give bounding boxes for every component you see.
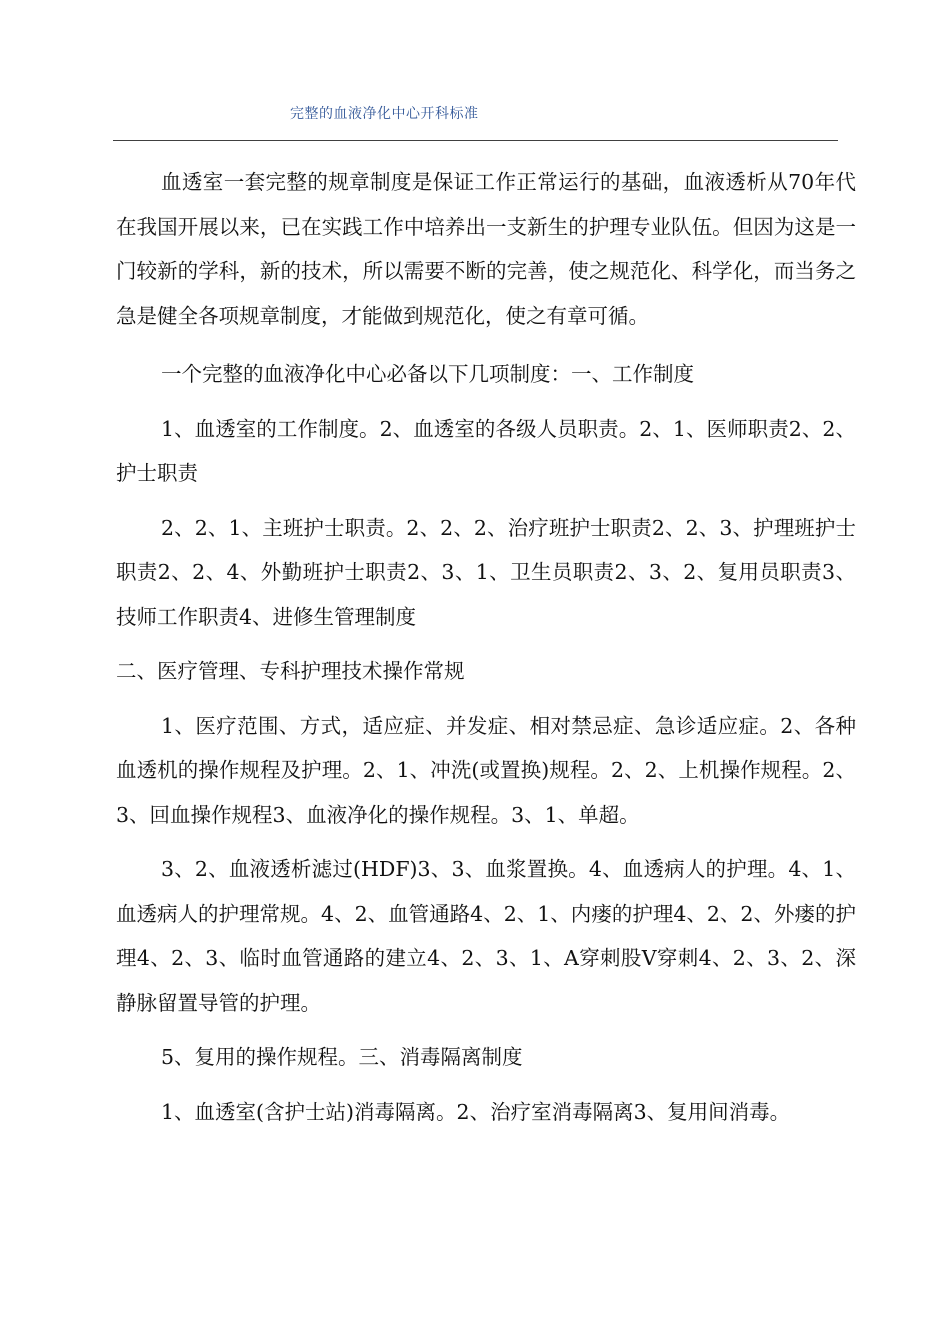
paragraph-section-one-heading: 一个完整的血液净化中心必备以下几项制度：一、工作制度 — [161, 362, 694, 386]
paragraph-reuse-disinfection: 5、复用的操作规程。三、消毒隔离制度 — [161, 1045, 523, 1069]
document-body — [116, 160, 856, 1134]
paragraph-patient-care: 3、2、血液透析滤过(HDF)3、3、血浆置换。4、血透病人的护理。4、1、血透病人的护理常规。4、2、血管通路4、2、1、内瘘的护理4、2、2、外瘘的护理4、2、3、临时血管通路的建立4、2、3、1、A穿刺股V穿刺4、2、3、2、深静脉留置导管的护理。 — [116, 857, 856, 1015]
paragraph-intro: 血透室一套完整的规章制度是保证工作正常运行的基础，血液透析从70年代在我国开展以来，已在实践工作中培养出一支新生的护理专业队伍。但因为这是一门较新的学科，新的技术，所以需要不断的完善，使之规范化、科学化，而当务之急是健全各项规章制度，才能做到规范化，使之有章可循。 — [116, 170, 856, 328]
paragraph-nurse-duties: 2、2、1、主班护士职责。2、2、2、治疗班护士职责2、2、3、护理班护士职责2、2、4、外勤班护士职责2、3、1、卫生员职责2、3、2、复用员职责3、技师工作职责4、进修生管理制度 — [116, 515, 856, 629]
paragraph-disinfection-list: 1、血透室(含护士站)消毒隔离。2、治疗室消毒隔离3、复用间消毒。 — [161, 1099, 791, 1124]
header-divider — [113, 140, 838, 141]
paragraph-duties: 1、血透室的工作制度。2、血透室的各级人员职责。2、1、医师职责2、2、护士职责 — [116, 416, 856, 485]
section-two-heading: 二、医疗管理、专科护理技术操作常规 — [116, 659, 465, 683]
page-header-title: 完整的血液净化中心开科标准 — [290, 106, 479, 122]
paragraph-medical-scope: 1、医疗范围、方式，适应症、并发症、相对禁忌症、急诊适应症。2、各种血透机的操作规程及护理。2、1、冲洗(或置换)规程。2、2、上机操作规程。2、3、回血操作规程3、血液净化的操作规程。3、1、单超。 — [116, 713, 856, 827]
